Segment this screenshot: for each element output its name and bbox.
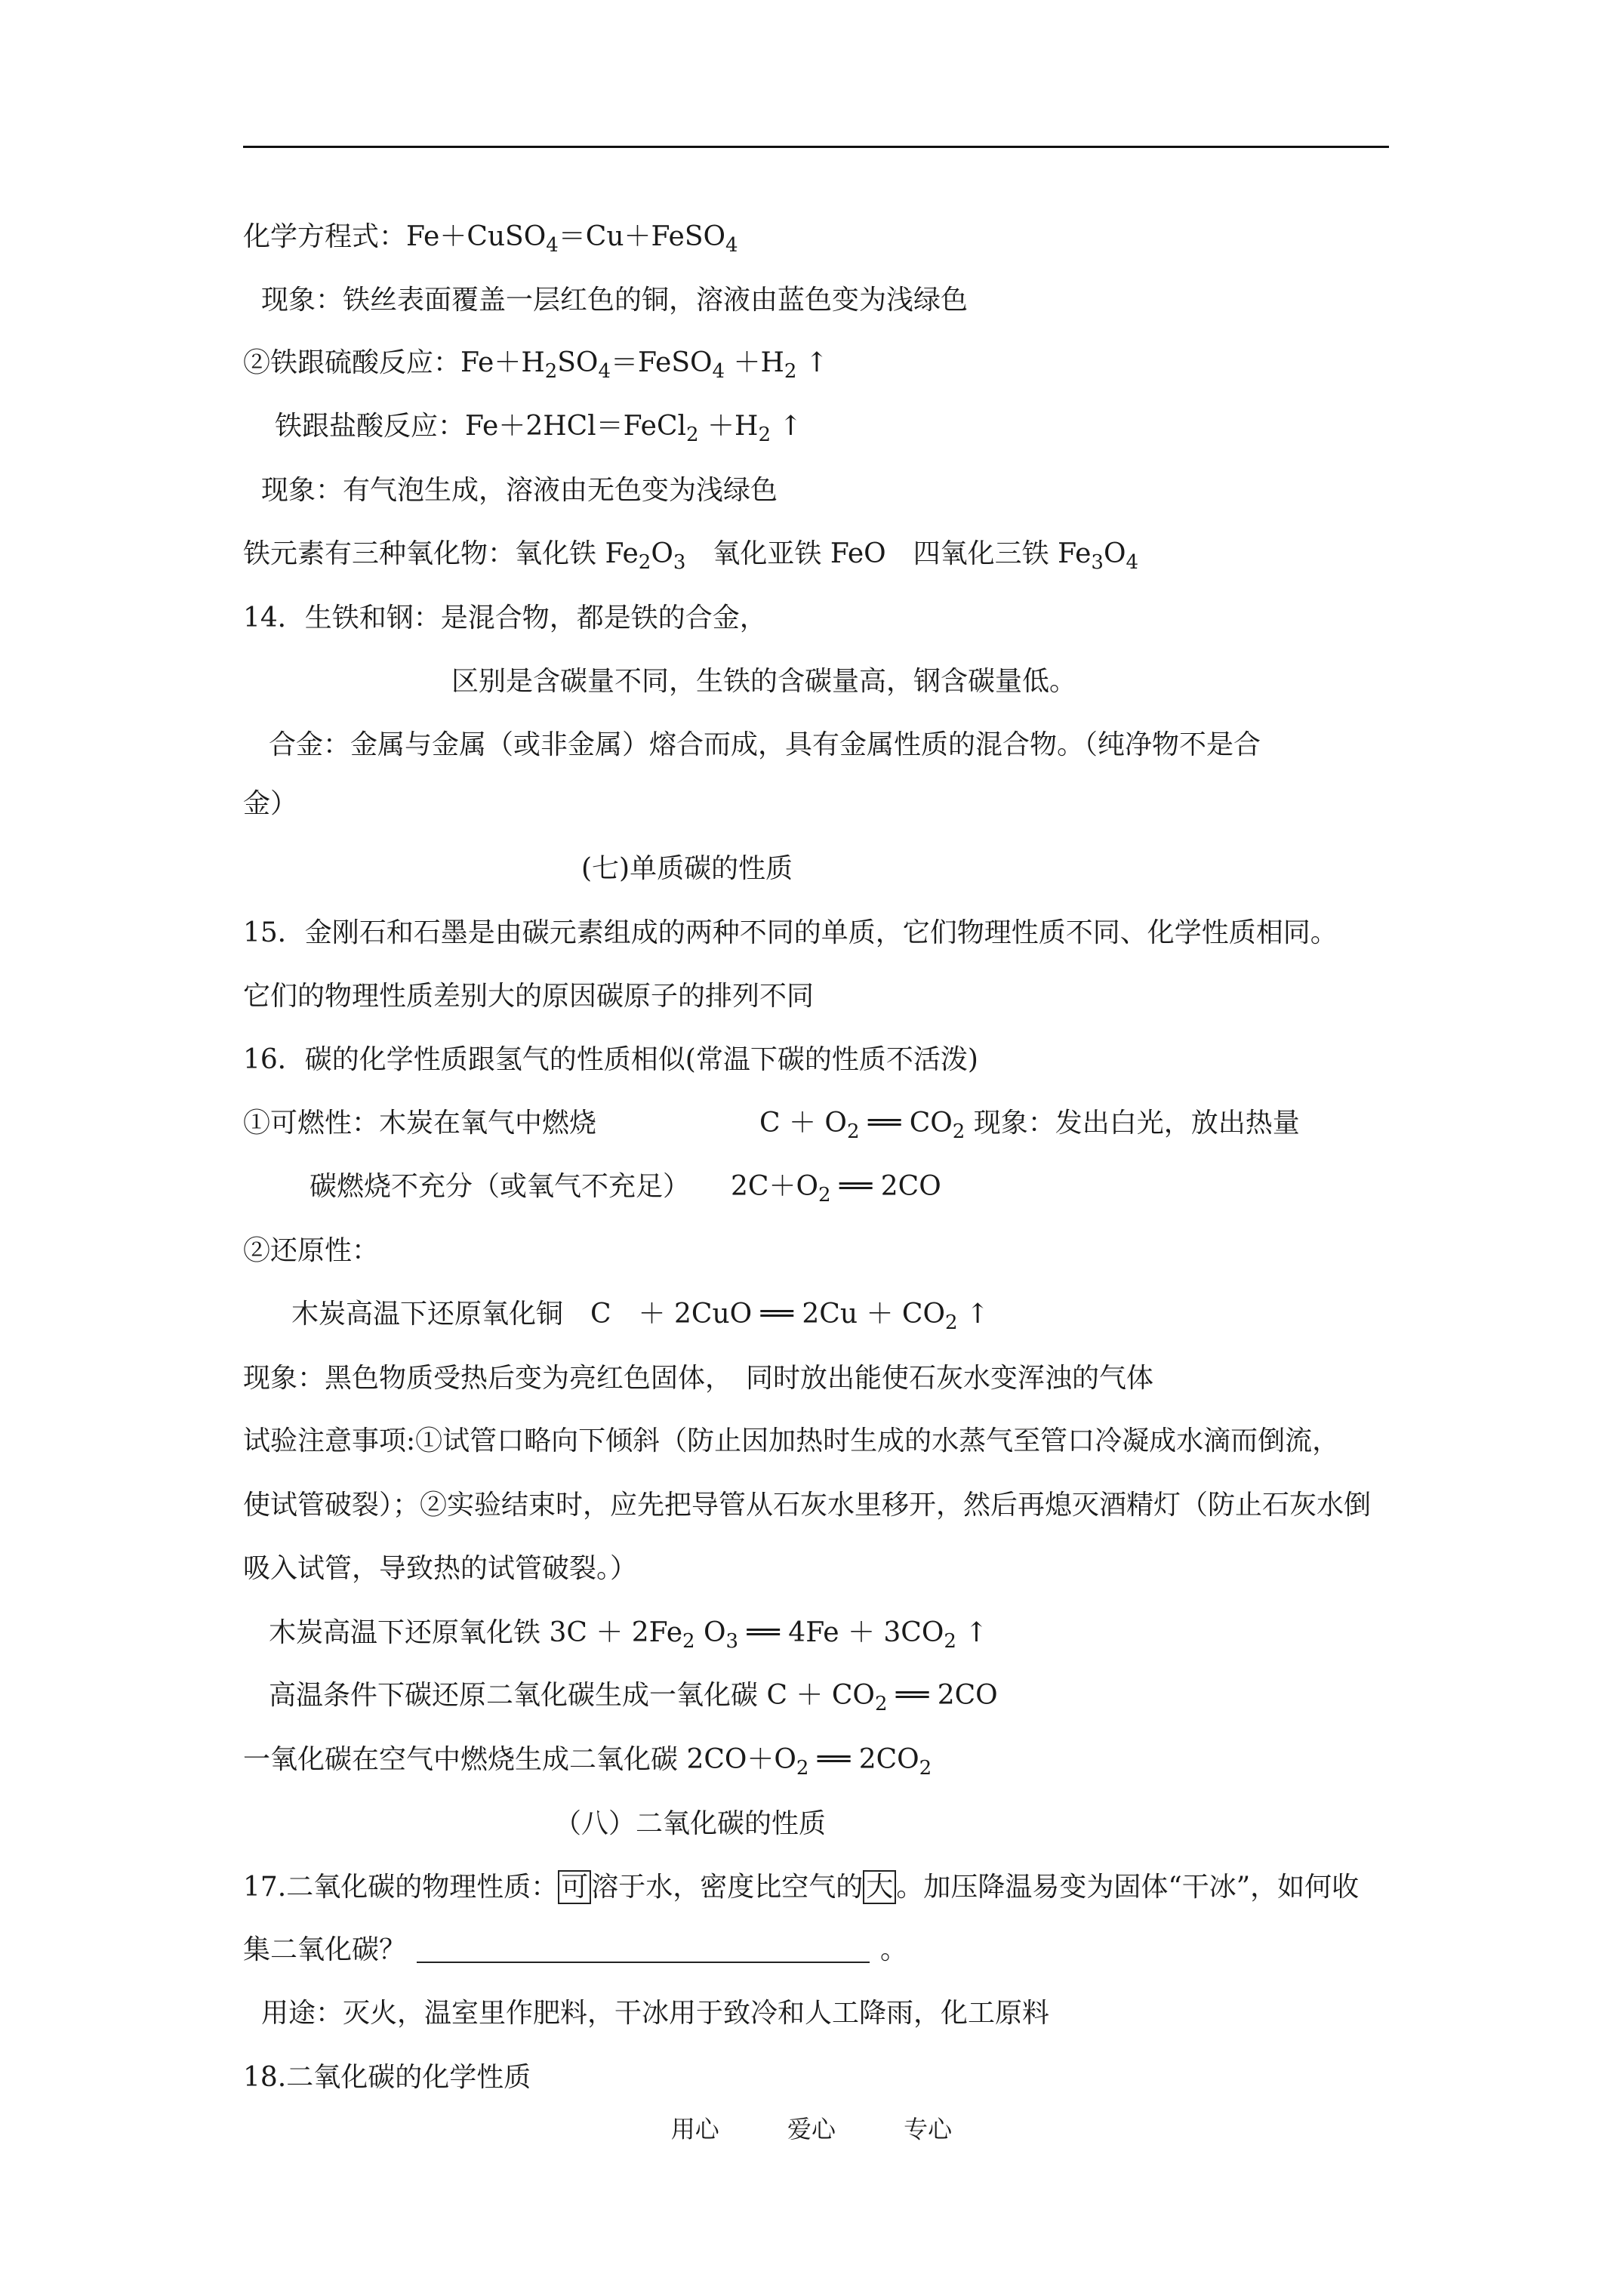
fill-blank[interactable] [417, 1934, 870, 1963]
text-line: 化学方程式：Fe＋CuSO$_4$＝Cu＋FeSO$_4$ [243, 221, 738, 257]
text-line: 高温条件下碳还原二氧化碳生成一氧化碳 $C + CO_2$ ══ 2CO [269, 1680, 998, 1715]
text-line: 铁跟盐酸反应：Fe＋2HCl＝FeCl$_2$ $+H_2$ ↑ [275, 411, 802, 446]
text-line: 现象：黑色物质受热后变为亮红色固体， 同时放出能使石灰水变浑浊的气体 [243, 1363, 1154, 1394]
text-line: 14．生铁和钢：是混合物，都是铁的合金， [243, 603, 767, 633]
text-line: 试验注意事项:①试管口略向下倾斜（防止因加热时生成的水蒸气至管口冷凝成水滴而倒流， [243, 1425, 1340, 1456]
text-line: ②还原性： [243, 1235, 380, 1266]
text-line: 合金：金属与金属（或非金属）熔合而成，具有金属性质的混合物。（纯净物不是合 [269, 729, 1261, 760]
boxed-answer: 可 [558, 1870, 591, 1904]
text-line: 区别是含碳量不同，生铁的含碳量高，钢含碳量低。 [451, 666, 1077, 697]
text-line: 使试管破裂）；②实验结束时，应先把导管从石灰水里移开，然后再熄灭酒精灯（防止石灰水倒 [243, 1490, 1372, 1521]
text-line: 用途：灭火，温室里作肥料，干冰用于致冷和人工降雨，化工原料 [261, 1998, 1050, 2029]
text-line: 18.二氧化碳的化学性质 [243, 2062, 531, 2093]
text-line: (七)单质碳的性质 [581, 853, 793, 884]
text-line: 它们的物理性质差别大的原因碳原子的排列不同 [243, 981, 815, 1012]
text-line: 木炭高温下还原氧化铁 $3C + 2Fe_2$ $O_3$ ══ $4Fe + 3CO_2$ ↑ [269, 1617, 988, 1653]
text-line: 金） [243, 788, 298, 819]
text-line: （八）二氧化碳的性质 [554, 1808, 827, 1839]
text-line: 17.二氧化碳的物理性质： 可 溶于水，密度比空气的 大 。加压降温易变为固体“干冰”，如何收 [243, 1872, 1360, 1903]
text-line: ②铁跟硫酸反应：$Fe+H_2SO_4=FeSO_4 +H_2$ ↑ [243, 347, 829, 383]
text-line: 碳燃烧不充分（或氧气不充足） $2C+O_2$ ══ 2CO [310, 1171, 941, 1207]
page-footer [0, 2110, 1623, 2145]
footer-text-1: 用心 [670, 2115, 719, 2143]
footer-text-3: 专心 [904, 2115, 953, 2143]
text-line: 15．金刚石和石墨是由碳元素组成的两种不同的单质，它们物理性质不同、化学性质相同。 [243, 917, 1338, 948]
text-line: 现象：铁丝表面覆盖一层红色的铜，溶液由蓝色变为浅绿色 [261, 285, 969, 316]
text-line: 一氧化碳在空气中燃烧生成二氧化碳 $2CO+O_2$ ══ $2CO_2$ [243, 1744, 932, 1780]
header-rule [243, 146, 1389, 148]
footer-text-2: 爱心 [787, 2115, 836, 2143]
text-line: 木炭高温下还原氧化铜 C ＋ 2CuO ══ $2Cu + CO_2$ ↑ [291, 1299, 990, 1334]
text-line: 铁元素有三种氧化物：氧化铁 $Fe_2O_3$ 氧化亚铁 FeO 四氧化三铁 $Fe_3O_4$ [243, 538, 1139, 574]
text-line: 16．碳的化学性质跟氢气的性质相似(常温下碳的性质不活泼) [243, 1044, 978, 1075]
text-line: ①可燃性：木炭在氧气中燃烧 $C + O_2$ ══ $CO_2$ 现象：发出白光，放出热量 [243, 1108, 1300, 1143]
boxed-answer: 大 [863, 1870, 896, 1904]
text-line: 吸入试管，导致热的试管破裂。） [243, 1553, 638, 1584]
text-line: 现象：有气泡生成，溶液由无色变为浅绿色 [261, 475, 778, 506]
text-line: 集二氧化碳？ 。 [243, 1934, 908, 1965]
